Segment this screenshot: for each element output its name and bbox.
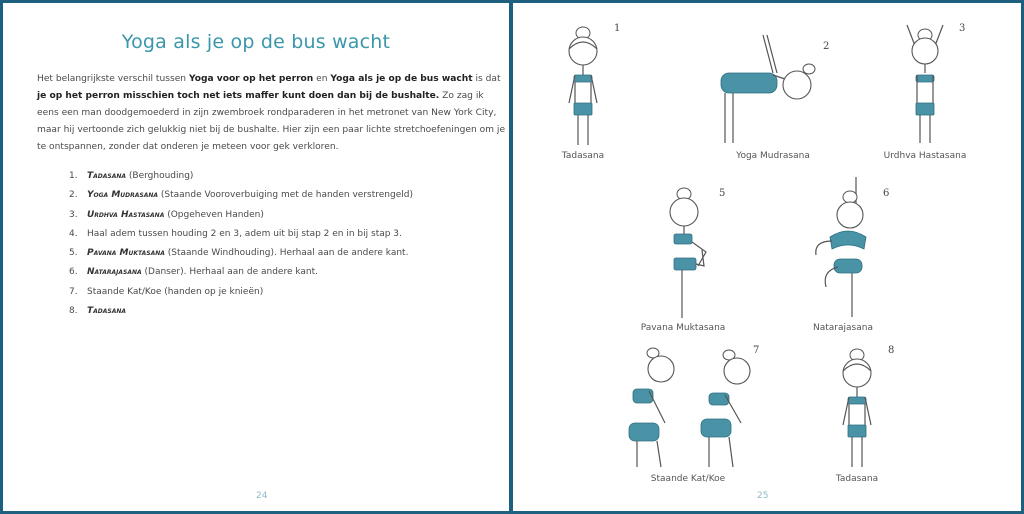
figure-pavana-muktasana-illustration xyxy=(658,186,718,321)
figure-urdhva-hastasana-illustration xyxy=(895,21,955,146)
bold-phrase: Yoga voor op het perron xyxy=(188,74,314,84)
pose-name: Tadasana xyxy=(87,306,127,317)
bold-phrase: je op het perron misschien toch net iets maffer kunt doen dan bij de bushalte. xyxy=(37,91,440,101)
bold-phrase: Yoga als je op de bus wacht xyxy=(330,74,473,84)
list-item xyxy=(69,263,489,282)
text-run: is dat xyxy=(472,74,501,84)
figure-number-6: 6 xyxy=(883,188,890,199)
step-description: (Danser). Herhaal aan de andere kant. xyxy=(141,267,319,278)
left-page xyxy=(3,3,509,511)
figure-caption-tadasana: Tadasana xyxy=(561,151,605,161)
step-number: 4. xyxy=(69,228,78,239)
figure-yoga-mudrasana-illustration xyxy=(713,33,823,148)
step-number: 5. xyxy=(69,248,78,259)
figure-number-3: 3 xyxy=(959,23,966,34)
figure-caption-staande-kat-koe: Staande Kat/Koe xyxy=(650,474,726,484)
page-number-left: 24 xyxy=(256,491,268,501)
pose-name: Natarajasana xyxy=(87,267,142,278)
figure-caption-natarajasana: Natarajasana xyxy=(813,323,873,333)
step-number: 8. xyxy=(69,306,78,317)
figure-staande-koe-illustration xyxy=(695,345,765,470)
figure-number-5: 5 xyxy=(719,188,726,199)
figure-natarajasana-illustration xyxy=(808,175,888,320)
pose-name: Urdhva Hastasana xyxy=(87,209,165,220)
pose-sequence-list xyxy=(69,167,489,321)
figure-tadasana-illustration xyxy=(553,23,613,148)
list-item xyxy=(69,244,489,263)
step-number: 3. xyxy=(69,209,78,220)
pose-name: Pavana Muktasana xyxy=(87,248,165,259)
step-number: 6. xyxy=(69,267,78,278)
page-number-right: 25 xyxy=(757,491,769,501)
text-run: Zo zag ik eens een man doodgemoederd in zijn zwembroek rondparaderen in het metronet van New York City, maar hij vertoonde zich gelukkig niet bij de bushalte. Hier zijn een paar lichte stretchoefeningen om je te ontspannen, zonder dat onderen je meteen voor gek verkloren. xyxy=(37,91,506,152)
step-description: Haal adem tussen houding 2 en 3, adem uit bij stap 2 en in bij stap 3. xyxy=(87,228,402,239)
list-item xyxy=(69,186,489,205)
figure-caption-yoga-mudrasana: Yoga Mudrasana xyxy=(736,151,810,161)
text-run: en xyxy=(313,74,331,84)
step-number: 7. xyxy=(69,286,78,297)
step-number: 1. xyxy=(69,171,78,181)
pose-name: Yoga Mudrasana xyxy=(87,190,159,201)
list-item xyxy=(69,167,489,186)
figure-staande-kat-illustration xyxy=(621,345,691,470)
figure-number-1: 1 xyxy=(614,23,621,34)
list-item xyxy=(69,206,489,225)
intro-paragraph xyxy=(37,71,507,156)
step-description: (Staande Vooroverbuiging met de handen verstrengeld) xyxy=(158,190,413,201)
figure-caption-pavana-muktasana: Pavana Muktasana xyxy=(640,323,726,333)
list-item xyxy=(69,283,489,302)
figure-caption-urdhva-hastasana: Urdhva Hastasana xyxy=(883,151,967,161)
step-description: (Berghouding) xyxy=(126,171,194,181)
step-description: (Opgeheven Handen) xyxy=(164,209,264,220)
pose-name: Tadasana xyxy=(87,171,127,181)
step-number: 2. xyxy=(69,190,78,201)
page-title: Yoga als je op de bus wacht xyxy=(121,31,391,53)
list-item xyxy=(69,302,489,321)
step-description: (Staande Windhouding). Herhaal aan de andere kant. xyxy=(164,248,409,259)
step-description: Staande Kat/Koe (handen op je knieën) xyxy=(87,286,264,297)
figure-tadasana-end-illustration xyxy=(827,345,887,470)
right-page xyxy=(513,3,1021,511)
figure-number-2: 2 xyxy=(823,41,830,52)
text-run: Het belangrijkste verschil tussen xyxy=(37,74,189,84)
figure-number-8: 8 xyxy=(888,345,895,356)
figure-caption-tadasana-end: Tadasana xyxy=(835,474,879,484)
figure-number-7: 7 xyxy=(753,345,760,356)
list-item xyxy=(69,225,489,244)
